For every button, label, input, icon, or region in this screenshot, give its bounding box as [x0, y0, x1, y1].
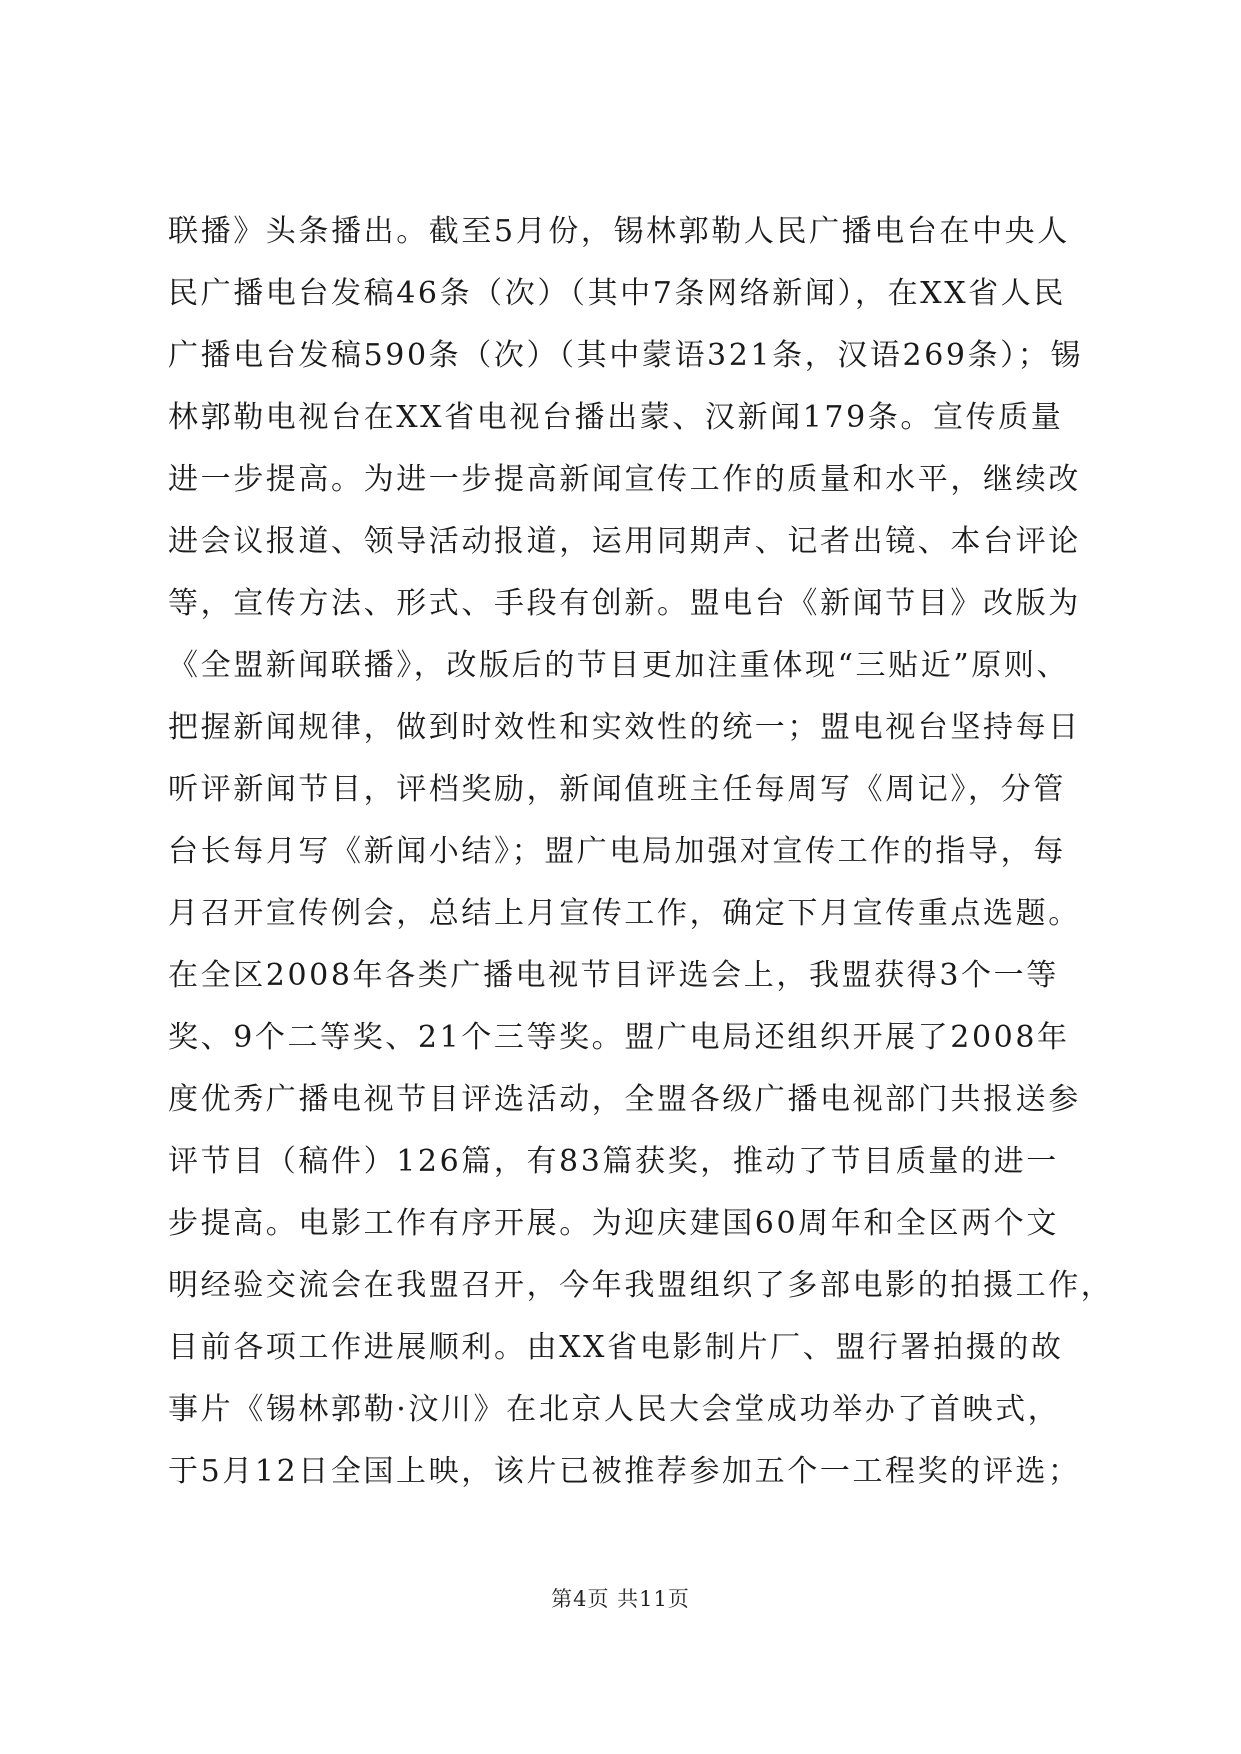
text-line: 事片《锡林郭勒·汶川》在北京人民大会堂成功举办了首映式， [168, 1392, 1061, 1427]
text-line: 民广播电台发稿46条（次）（其中7条网络新闻），在XX省人民 [168, 276, 1066, 311]
text-line: 在全区2008年各类广播电视节目评选会上，我盟获得3个一等 [168, 958, 1059, 993]
text-line: 评节目（稿件）126篇，有83篇获奖，推动了节目质量的进一 [168, 1144, 1059, 1179]
text-line: 林郭勒电视台在XX省电视台播出蒙、汉新闻179条。宣传质量 [168, 400, 1064, 435]
text-line: 《全盟新闻联播》，改版后的节目更加注重体现“三贴近”原则、 [168, 648, 1070, 683]
text-line: 听评新闻节目，评档奖励，新闻值班主任每周写《周记》，分管 [168, 772, 1066, 807]
text-line: 明经验交流会在我盟召开，今年我盟组织了多部电影的拍摄工作， [168, 1268, 1114, 1303]
text-line: 奖、9个二等奖、21个三等奖。盟广电局还组织开展了2008年 [168, 1020, 1070, 1055]
text-line: 等，宣传方法、形式、手段有创新。盟电台《新闻节目》改版为 [168, 586, 1081, 621]
text-line: 步提高。电影工作有序开展。为迎庆建国60周年和全区两个文 [168, 1206, 1059, 1241]
page-number-footer: 第4页 共11页 [551, 1587, 690, 1611]
text-line: 进会议报道、领导活动报道，运用同期声、记者出镜、本台评论 [168, 524, 1081, 559]
text-line: 把握新闻规律，做到时效性和实效性的统一；盟电视台坚持每日 [168, 710, 1081, 745]
text-line: 度优秀广播电视节目评选活动，全盟各级广播电视部门共报送参 [168, 1082, 1081, 1117]
text-line: 联播》头条播出。截至5月份，锡林郭勒人民广播电台在中央人 [168, 214, 1070, 249]
text-line: 目前各项工作进展顺利。由XX省电影制片厂、盟行署拍摄的故 [168, 1330, 1064, 1365]
text-line: 广播电台发稿590条（次）（其中蒙语321条，汉语269条）；锡 [168, 338, 1083, 373]
text-line: 台长每月写《新闻小结》；盟广电局加强对宣传工作的指导，每 [168, 834, 1066, 869]
text-line: 月召开宣传例会，总结上月宣传工作，确定下月宣传重点选题。 [168, 896, 1081, 931]
body-text [168, 214, 1114, 1534]
text-line: 进一步提高。为进一步提高新闻宣传工作的质量和水平，继续改 [168, 462, 1081, 497]
text-line: 于5月12日全国上映，该片已被推荐参加五个一工程奖的评选； [168, 1454, 1081, 1489]
